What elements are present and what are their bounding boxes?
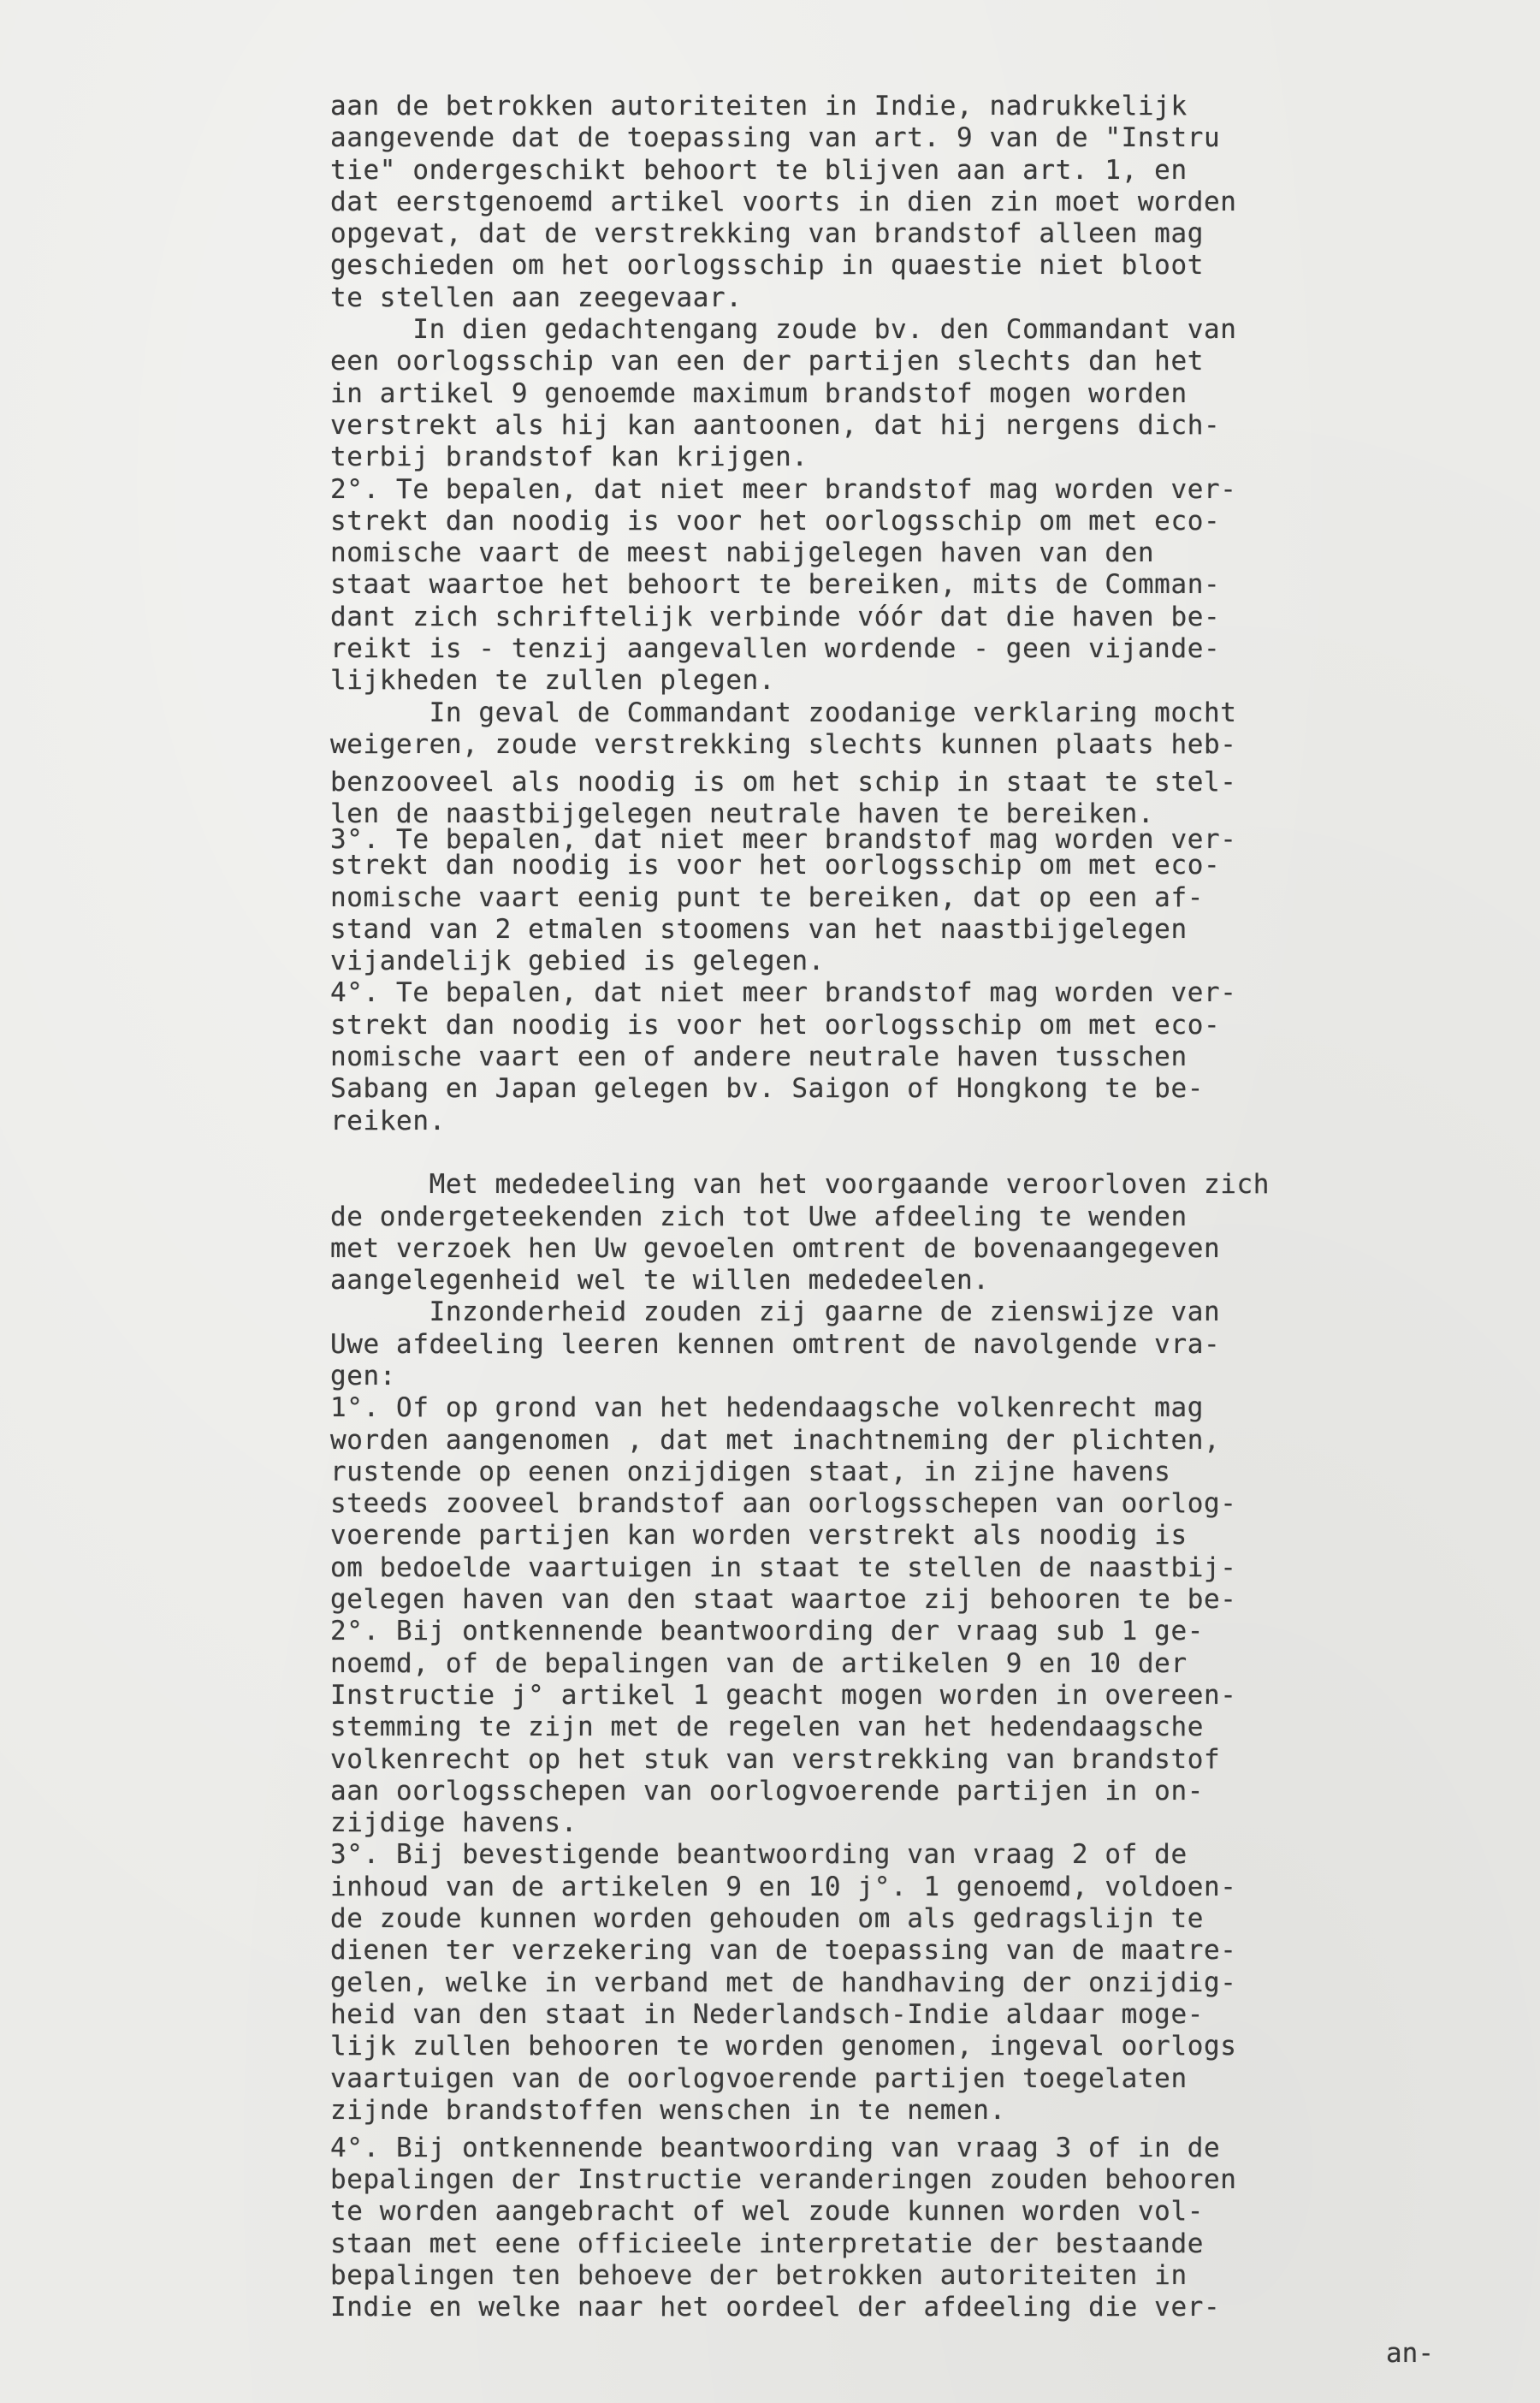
text-line: gelegen haven van den staat waartoe zij behooren te be-	[330, 1584, 1237, 1616]
text-line: Instructie j° artikel 1 geacht mogen worden in overeen-	[330, 1679, 1237, 1711]
text-line: worden aangenomen , dat met inachtneming der plichten,	[330, 1424, 1221, 1456]
text-line: de zoude kunnen worden gehouden om als gedragslijn te	[330, 1903, 1204, 1935]
text-line: aan de betrokken autoriteiten in Indie, nadrukkelijk	[330, 91, 1188, 122]
text-line: steeds zooveel brandstof aan oorlogsschepen van oorlog-	[330, 1488, 1237, 1520]
text-line: Indie en welke naar het oordeel der afdeeling die ver-	[330, 2292, 1221, 2323]
text-line: In geval de Commandant zoodanige verklaring mocht	[330, 697, 1237, 728]
text-line: heid van den staat in Nederlandsch-Indie aldaar moge-	[330, 1998, 1204, 2030]
text-line: weigeren, zoude verstrekking slechts kunnen plaats heb-	[330, 728, 1237, 760]
text-line: bepalingen der Instructie veranderingen zouden behooren	[330, 2164, 1237, 2196]
text-line: staan met eene officieele interpretatie der bestaande	[330, 2228, 1204, 2259]
catchword: an-	[1386, 2338, 1434, 2369]
text-line: 4°. Bij ontkennende beantwoording van vraag 3 of in de	[330, 2132, 1221, 2163]
text-line: Met mededeeling van het voorgaande veroorloven zich	[330, 1169, 1270, 1201]
text-line: nomische vaart een of andere neutrale haven tusschen	[330, 1041, 1188, 1073]
text-line: de ondergeteekenden zich tot Uwe afdeeling te wenden	[330, 1201, 1188, 1232]
text-line: stemming te zijn met de regelen van het hedendaagsche	[330, 1712, 1204, 1743]
text-line: 2°. Bij ontkennende beantwoording der vraag sub 1 ge-	[330, 1616, 1204, 1647]
text-line: Uwe afdeeling leeren kennen omtrent de navolgende vra-	[330, 1328, 1221, 1360]
text-line: aan oorlogsschepen van oorlogvoerende partijen in on-	[330, 1775, 1204, 1807]
text-line: volkenrecht op het stuk van verstrekking van brandstof	[330, 1743, 1221, 1775]
text-line: voerende partijen kan worden verstrekt als noodig is	[330, 1520, 1188, 1552]
text-line: lijk zullen behooren te worden genomen, ingeval oorlogs	[330, 2031, 1237, 2062]
text-line: te stellen aan zeegevaar.	[330, 282, 743, 313]
text-line: strekt dan noodig is voor het oorlogsschip om met eco-	[330, 850, 1221, 881]
text-line: dienen ter verzekering van de toepassing van de maatre-	[330, 1935, 1237, 1967]
text-line: dat eerstgenoemd artikel voorts in dien zin moet worden	[330, 186, 1237, 217]
text-line: strekt dan noodig is voor het oorlogsschip om met eco-	[330, 1009, 1221, 1041]
text-line: 3°. Te bepalen, dat niet meer brandstof mag worden ver-	[330, 824, 1237, 856]
text-line: gelen, welke in verband met de handhaving der onzijdig-	[330, 1967, 1237, 1998]
text-line: In dien gedachtengang zoude bv. den Commandant van	[330, 314, 1237, 346]
text-line: staat waartoe het behoort te bereiken, mits de Comman-	[330, 569, 1221, 601]
text-line: bepalingen ten behoeve der betrokken autoriteiten in	[330, 2260, 1188, 2291]
text-line: rustende op eenen onzijdigen staat, in zijne havens	[330, 1456, 1171, 1487]
text-line: met verzoek hen Uw gevoelen omtrent de bovenaangegeven	[330, 1232, 1221, 1264]
text-line: 2°. Te bepalen, dat niet meer brandstof mag worden ver-	[330, 473, 1237, 505]
text-line: aangevende dat de toepassing van art. 9 van de "Instru	[330, 122, 1221, 154]
typewritten-text-body	[330, 91, 1494, 2324]
text-line: len de naastbijgelegen neutrale haven te bereiken.	[330, 798, 1155, 830]
text-line: aangelegenheid wel te willen mededeelen.	[330, 1265, 990, 1296]
text-line: Sabang en Japan gelegen bv. Saigon of Hongkong te be-	[330, 1073, 1204, 1105]
text-line: lijkheden te zullen plegen.	[330, 665, 776, 697]
text-line: reikt is - tenzij aangevallen wordende - geen vijande-	[330, 633, 1221, 665]
text-line: een oorlogsschip van een der partijen slechts dan het	[330, 346, 1204, 377]
text-line: terbij brandstof kan krijgen.	[330, 442, 808, 473]
text-line: reiken.	[330, 1105, 446, 1136]
text-line: nomische vaart eenig punt te bereiken, dat op een af-	[330, 881, 1204, 913]
text-line: 3°. Bij bevestigende beantwoording van vraag 2 of de	[330, 1839, 1188, 1871]
text-line: om bedoelde vaartuigen in staat te stellen de naastbij-	[330, 1552, 1237, 1583]
text-line: benzooveel als noodig is om het schip in staat te stel-	[330, 766, 1237, 798]
text-line: strekt dan noodig is voor het oorlogsschip om met eco-	[330, 505, 1221, 537]
text-line: gen:	[330, 1360, 397, 1391]
text-line: vijandelijk gebied is gelegen.	[330, 946, 825, 977]
text-line: verstrekt als hij kan aantoonen, dat hij nergens dich-	[330, 409, 1221, 441]
blank-line	[330, 1137, 1494, 1169]
text-line: nomische vaart de meest nabijgelegen haven van den	[330, 537, 1155, 569]
text-line: zijdige havens.	[330, 1807, 578, 1839]
text-line: Inzonderheid zouden zij gaarne de zienswijze van	[330, 1296, 1221, 1328]
text-line: 1°. Of op grond van het hedendaagsche volkenrecht mag	[330, 1392, 1204, 1424]
text-line: te worden aangebracht of wel zoude kunnen worden vol-	[330, 2196, 1204, 2228]
text-line: 4°. Te bepalen, dat niet meer brandstof mag worden ver-	[330, 977, 1237, 1009]
text-line: stand van 2 etmalen stoomens van het naastbijgelegen	[330, 913, 1188, 945]
text-line: geschieden om het oorlogsschip in quaestie niet bloot	[330, 250, 1204, 282]
text-line: inhoud van de artikelen 9 en 10 j°. 1 genoemd, voldoen-	[330, 1871, 1237, 1902]
text-line: in artikel 9 genoemde maximum brandstof mogen worden	[330, 377, 1188, 409]
text-line: tie" ondergeschikt behoort te blijven aan art. 1, en	[330, 154, 1188, 186]
text-line: opgevat, dat de verstrekking van brandstof alleen mag	[330, 218, 1204, 250]
text-line: noemd, of de bepalingen van de artikelen 9 en 10 der	[330, 1647, 1188, 1679]
text-line: vaartuigen van de oorlogvoerende partijen toegelaten	[330, 2062, 1188, 2094]
text-line: zijnde brandstoffen wenschen in te nemen.	[330, 2094, 1006, 2126]
text-line: dant zich schriftelijk verbinde vóór dat die haven be-	[330, 601, 1221, 632]
